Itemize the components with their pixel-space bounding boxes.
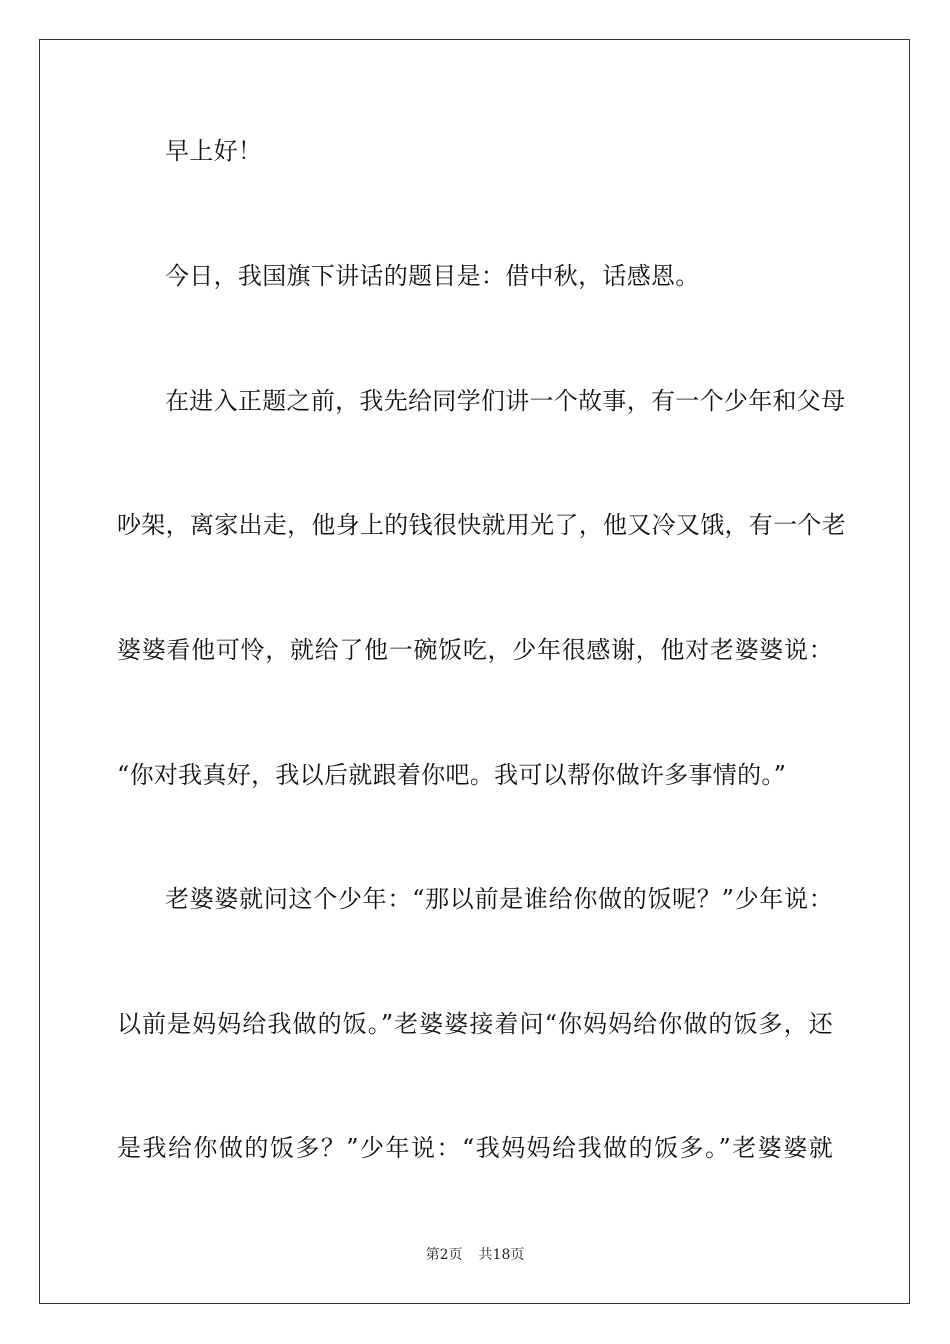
text-line-title: 今日，我国旗下讲话的题目是：借中秋，话感恩。 [165, 262, 700, 290]
text-line-dialog-2: 以前是妈妈给我做的饭。”老婆婆接着问“你妈妈给你做的饭多，还 [117, 1010, 833, 1038]
page-total: 共18页 [478, 1247, 525, 1263]
text-line-dialog-3: 是我给你做的饭多？”少年说：“我妈妈给我做的饭多。”老婆婆就 [117, 1134, 833, 1162]
page-footer [0, 1245, 950, 1265]
text-line-story-3: 婆婆看他可怜，就给了他一碗饭吃，少年很感谢，他对老婆婆说： [117, 636, 833, 664]
text-line-story-4: “你对我真好，我以后就跟着你吧。我可以帮你做许多事情的。” [117, 761, 787, 789]
text-line-greeting: 早上好！ [165, 137, 263, 165]
text-line-story-2: 吵架，离家出走，他身上的钱很快就用光了，他又冷又饿，有一个老 [117, 511, 846, 539]
text-line-story-1: 在进入正题之前，我先给同学们讲一个故事，有一个少年和父母 [165, 387, 846, 415]
text-line-dialog-1: 老婆婆就问这个少年：“那以前是谁给你做的饭呢？”少年说： [165, 885, 833, 913]
page-border [39, 39, 910, 1304]
page-number: 第2页 [425, 1247, 463, 1263]
